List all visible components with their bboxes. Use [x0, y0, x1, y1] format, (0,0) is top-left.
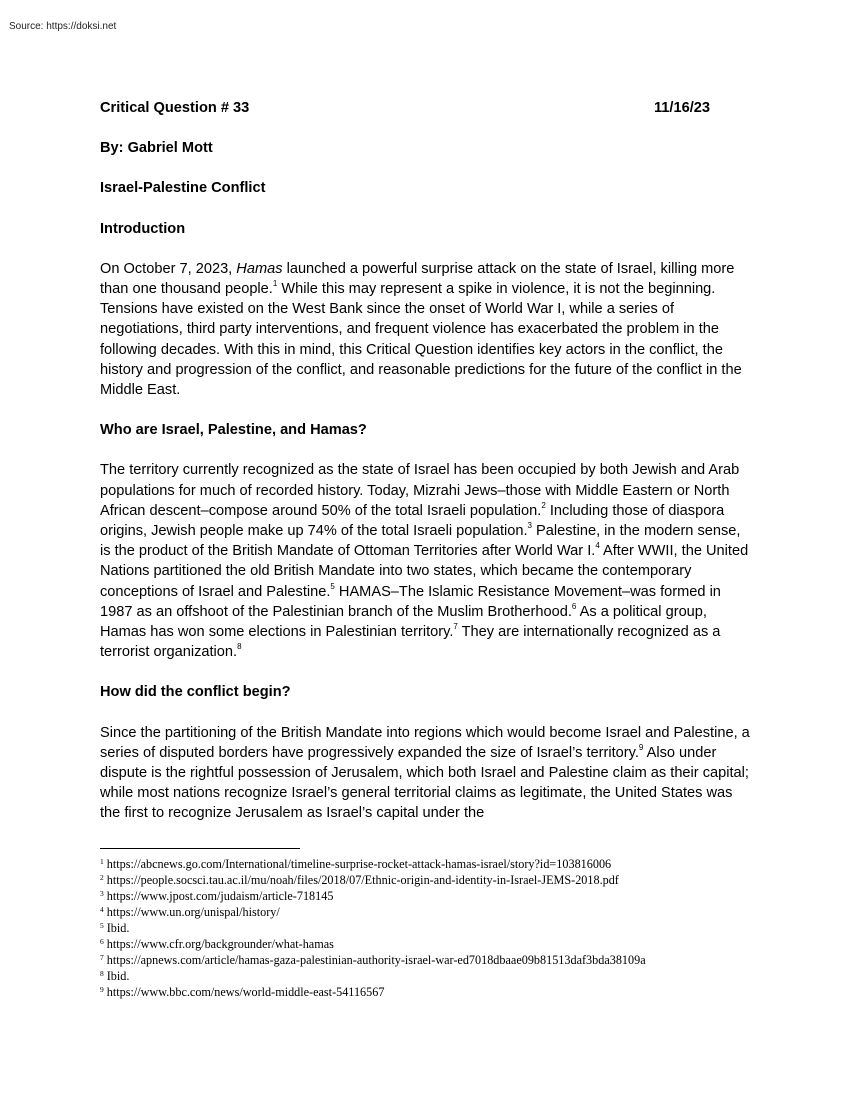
footnote-text: Ibid.: [106, 969, 130, 983]
footnote-number: 6: [100, 937, 104, 946]
footnote-link[interactable]: https://apnews.com/article/hamas-gaza-palestinian-authority-israel-war-ed7018dbaae09b81513daf3bda38109a: [106, 953, 646, 967]
footnote-number: 9: [100, 985, 104, 994]
footnote-ref[interactable]: 3: [527, 521, 532, 531]
footnote-link[interactable]: https://people.socsci.tau.ac.il/mu/noah/files/2018/07/Ethnic-origin-and-identity-in-Israel-JEMS-2018.pdf: [106, 873, 619, 887]
text-run: launched a powerful surprise attack on the state of Israel, killing more than one thousand people.: [100, 260, 735, 298]
footnote-ref[interactable]: 6: [571, 602, 577, 611]
footnote: [100, 936, 800, 952]
header-row: [100, 98, 710, 118]
text-run: Including those of diaspora origins, Jewish people make up 74% of the total Israeli population.: [100, 502, 725, 540]
intro-paragraph: [100, 259, 752, 400]
who-paragraph: [100, 460, 752, 662]
footnote: [100, 984, 800, 1000]
footnote-separator: [100, 848, 300, 849]
footnote-number: 8: [100, 969, 104, 978]
text-run: Since the partitioning of the British Mandate into regions which would become Israel and Palestine, a series of disputed borders have progressively expanded the size of Israel’s territory.: [100, 724, 750, 761]
emphasis-text: Hamas: [236, 260, 283, 277]
footnote-link[interactable]: https://abcnews.go.com/International/timeline-surprise-rocket-attack-hamas-israel/story?id=103816006: [106, 857, 612, 871]
footnote-number: 4: [100, 905, 104, 914]
topic-heading: Israel-Palestine Conflict: [100, 180, 266, 197]
footnote: [100, 856, 800, 872]
footnote-number: 7: [100, 953, 104, 962]
begin-heading: How did the conflict begin?: [100, 684, 291, 701]
document-date: 11/16/23: [653, 100, 710, 116]
footnote: [100, 952, 800, 968]
footnote-number: 5: [100, 921, 104, 930]
footnote-ref[interactable]: 7: [453, 622, 458, 632]
footnote-ref[interactable]: 9: [638, 743, 644, 753]
footnote-number: 2: [100, 873, 104, 882]
footnote-link[interactable]: https://www.cfr.org/backgrounder/what-hamas: [106, 937, 334, 951]
intro-heading: Introduction: [100, 220, 186, 237]
footnote: [100, 968, 800, 984]
footnote-ref[interactable]: 8: [237, 642, 242, 652]
document-page: [100, 98, 752, 824]
footnote: [100, 888, 800, 904]
author-line: By: Gabriel Mott: [100, 140, 213, 157]
footnote-number: 3: [100, 889, 104, 898]
text-run: On October 7, 2023,: [100, 260, 237, 277]
footnote-ref[interactable]: 2: [541, 500, 546, 510]
footnote: [100, 904, 800, 920]
text-run: Also under dispute is the rightful possession of Jerusalem, which both Israel and Palestine claim as their capital; while most nations recognize Israel’s general territorial claims as legitimate, the United States was the first to recognize Jerusalem as Israel’s capital under the: [100, 744, 749, 822]
who-heading: Who are Israel, Palestine, and Hamas?: [100, 422, 367, 439]
footnote-link[interactable]: https://www.jpost.com/judaism/article-718145: [106, 889, 334, 903]
footnote-ref[interactable]: 5: [330, 581, 335, 591]
footnote-link[interactable]: https://www.bbc.com/news/world-middle-east-54116567: [106, 985, 385, 999]
text-run: While this may represent a spike in violence, it is not the beginning. Tensions have existed on the West Bank since the onset of World War I, while a series of negotiations, third party interventions, and frequent violence has exacerbated the problem in the following decades. With this in mind, this Critical Question identifies key actors in the conflict, the history and progression of the conflict, and reasonable predictions for the future of the conflict in the Middle East.: [100, 281, 742, 399]
footnote: [100, 920, 800, 936]
footnotes: [100, 856, 800, 1000]
footnote-ref[interactable]: 1: [272, 279, 278, 289]
source-label: Source: https://doksi.net: [9, 21, 117, 32]
text-run: They are internationally recognized as a terrorist organization.: [100, 624, 721, 661]
text-run: The territory currently recognized as the state of Israel has been occupied by both Jewish and Arab populations for much of recorded history. Today, Mizrahi Jews–those with Middle Eastern or North African descent–compose around 50% of the total Israeli population.: [100, 462, 740, 519]
footnote: [100, 872, 800, 888]
begin-paragraph: [100, 723, 752, 824]
document-title: Critical Question # 33: [100, 100, 250, 116]
footnote-link[interactable]: https://www.un.org/unispal/history/: [106, 905, 280, 919]
text-run: As a political group, Hamas has won some elections in Palestinian territory.: [100, 603, 707, 641]
footnote-ref[interactable]: 4: [595, 541, 600, 551]
footnote-text: Ibid.: [106, 921, 130, 935]
text-run: Palestine, in the modern sense, is the product of the British Mandate of Ottoman Territories after World War I.: [100, 523, 741, 560]
text-run: After WWII, the United Nations partitioned the old British Mandate into two states, which became the contemporary conceptions of Israel and Palestine.: [100, 543, 749, 600]
text-run: HAMAS–The Islamic Resistance Movement–was formed in 1987 as an offshoot of the Palestinian branch of the Muslim Brotherhood.: [100, 583, 721, 620]
footnote-number: 1: [100, 857, 104, 866]
